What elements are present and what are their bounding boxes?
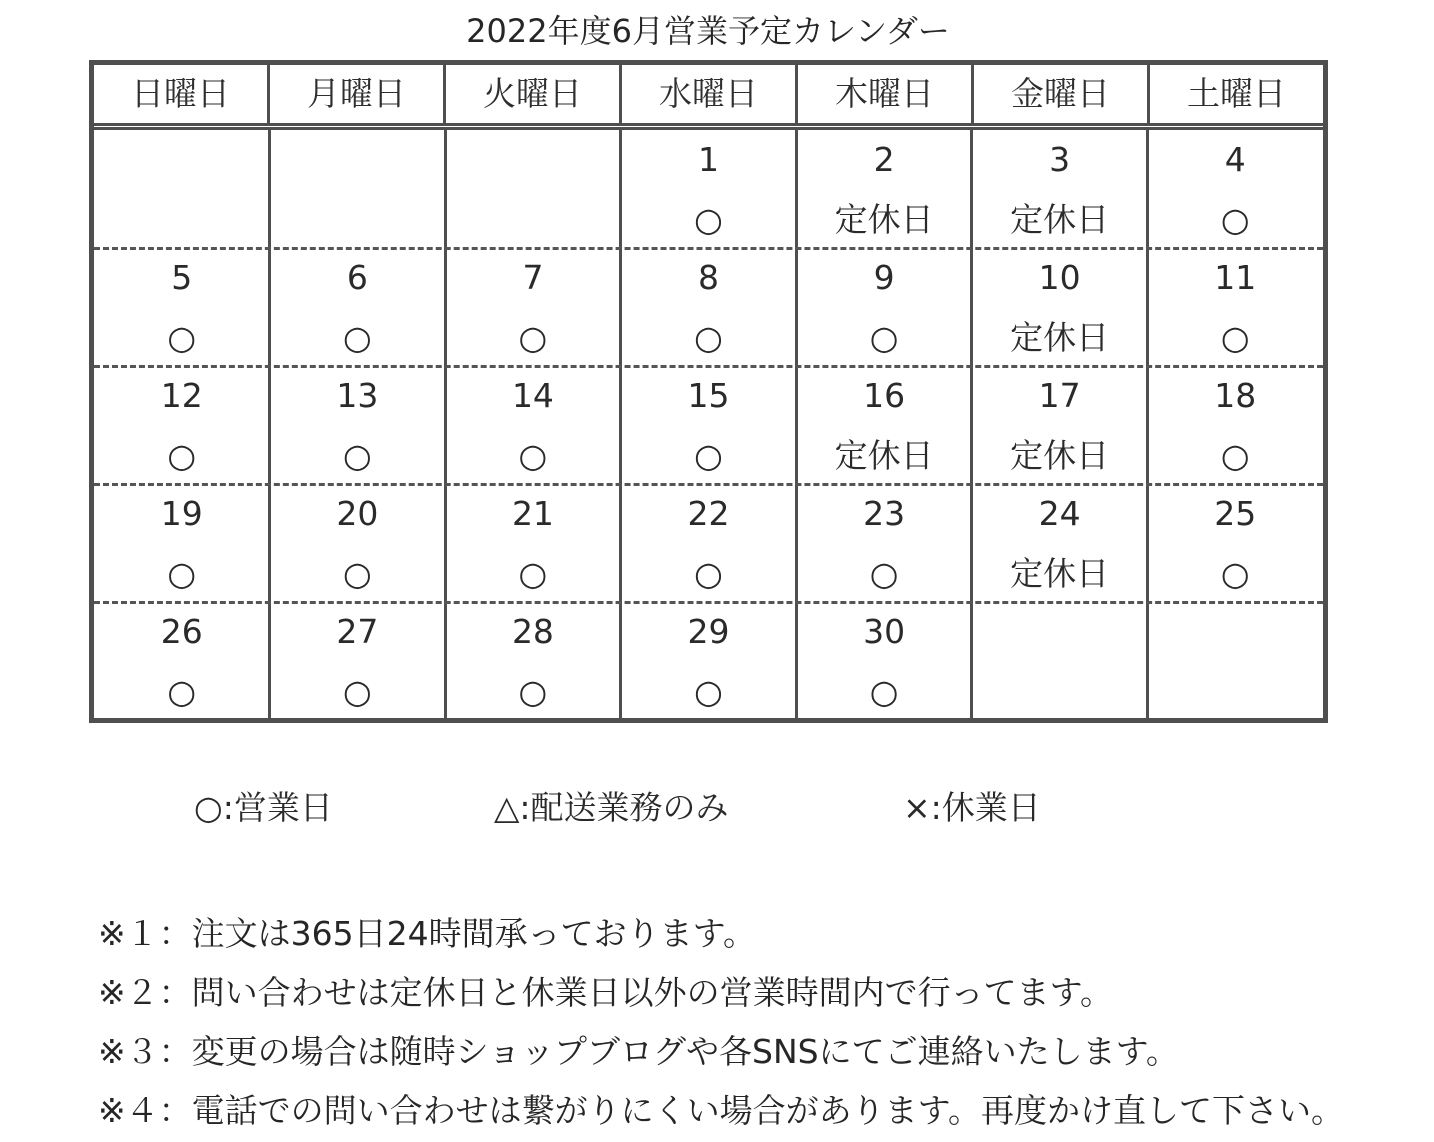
- day-number: 4: [1224, 140, 1246, 179]
- day-status: ○: [167, 436, 197, 475]
- day-status: ○: [342, 318, 372, 357]
- day-number: 30: [863, 612, 906, 651]
- day-number: 28: [511, 612, 554, 651]
- calendar-grid: [94, 130, 1323, 718]
- day-number: 24: [1038, 494, 1081, 533]
- day-cell: [94, 602, 270, 720]
- day-cell: [796, 602, 972, 720]
- day-status: 定休日: [1010, 200, 1110, 239]
- weekday-header-sunday: 日曜日: [94, 65, 270, 123]
- day-status: ○: [694, 200, 723, 239]
- header-double-rule: [94, 123, 1323, 130]
- day-cell: [796, 484, 972, 602]
- day-cell: [445, 130, 621, 248]
- day-status: ○: [167, 318, 197, 357]
- day-status: ○: [342, 436, 372, 475]
- legend-open: ○:営業日: [194, 788, 333, 827]
- day-cell: [1147, 602, 1323, 720]
- day-cell: [94, 366, 270, 484]
- day-number: 11: [1214, 258, 1257, 297]
- week-row: [94, 130, 1323, 248]
- day-status: ○: [694, 554, 723, 593]
- day-cell: [445, 366, 621, 484]
- day-cell: [972, 602, 1148, 720]
- day-status: 定休日: [1010, 436, 1110, 475]
- day-cell: [796, 130, 972, 248]
- day-number: 9: [873, 258, 895, 297]
- weekday-header-friday: 金曜日: [974, 65, 1150, 123]
- day-status: ○: [342, 554, 372, 593]
- day-number: 27: [336, 612, 379, 651]
- weekday-header-wednesday: 水曜日: [622, 65, 798, 123]
- day-status: ○: [342, 672, 372, 711]
- day-cell: [445, 602, 621, 720]
- day-status: ○: [869, 554, 899, 593]
- day-status: ○: [1220, 318, 1250, 357]
- note-item: ※１：注文は365日24時間承っております。: [98, 914, 756, 953]
- day-number: 22: [687, 494, 730, 533]
- day-cell: [621, 248, 797, 366]
- day-status: ○: [518, 672, 548, 711]
- day-cell: [445, 484, 621, 602]
- day-status: ○: [694, 436, 723, 475]
- day-cell: [796, 366, 972, 484]
- week-row: [94, 484, 1323, 602]
- day-cell: [270, 130, 446, 248]
- day-cell: [270, 366, 446, 484]
- day-cell: [972, 248, 1148, 366]
- day-cell: [1147, 366, 1323, 484]
- day-cell: [270, 602, 446, 720]
- day-cell: [972, 484, 1148, 602]
- day-number: 7: [522, 258, 544, 297]
- day-status: 定休日: [1010, 318, 1110, 357]
- weekday-header-saturday: 土曜日: [1187, 74, 1286, 113]
- day-number: 20: [336, 494, 379, 533]
- day-cell: [621, 484, 797, 602]
- page-title: 2022年度6月営業予定カレンダー: [466, 12, 950, 50]
- weekday-header-tuesday: 火曜日: [446, 65, 622, 123]
- day-number: 17: [1038, 376, 1081, 415]
- weekday-header-monday: 月曜日: [270, 65, 446, 123]
- day-cell: [94, 248, 270, 366]
- day-number: 13: [336, 376, 379, 415]
- day-cell: [621, 602, 797, 720]
- day-cell: [94, 484, 270, 602]
- day-number: 10: [1038, 258, 1081, 297]
- day-cell: [445, 248, 621, 366]
- notes-list: [98, 904, 1428, 1140]
- day-status: ○: [167, 672, 197, 711]
- day-cell: [972, 130, 1148, 248]
- day-cell: [1147, 248, 1323, 366]
- day-cell: [972, 366, 1148, 484]
- day-number: 25: [1214, 494, 1257, 533]
- day-number: 14: [511, 376, 554, 415]
- day-status: ○: [518, 554, 548, 593]
- day-number: 5: [171, 258, 193, 297]
- day-number: 21: [511, 494, 554, 533]
- day-number: 19: [160, 494, 203, 533]
- day-number: 16: [863, 376, 906, 415]
- day-number: 18: [1214, 376, 1257, 415]
- day-cell: [796, 248, 972, 366]
- legend-delivery-only: △:配送業務のみ: [494, 788, 729, 827]
- day-status: ○: [518, 318, 548, 357]
- note-item: ※４：電話での問い合わせは繋がりにくい場合があります。再度かけ直して下さい。: [98, 1091, 1345, 1130]
- day-cell: [270, 248, 446, 366]
- day-number: 29: [687, 612, 730, 651]
- note-item: ※２：問い合わせは定休日と休業日以外の営業時間内で行ってます。: [98, 973, 1114, 1012]
- day-number: 12: [160, 376, 203, 415]
- weekday-header-thursday: 木曜日: [798, 65, 974, 123]
- day-status: ○: [518, 436, 548, 475]
- day-status: ○: [869, 318, 899, 357]
- day-number: 26: [160, 612, 203, 651]
- day-cell: [1147, 130, 1323, 248]
- day-status: ○: [1220, 200, 1250, 239]
- day-status: 定休日: [1010, 554, 1110, 593]
- day-status: ○: [167, 554, 197, 593]
- week-row: [94, 248, 1323, 366]
- day-status: 定休日: [834, 200, 934, 239]
- day-number: 1: [698, 140, 720, 179]
- day-cell: [621, 130, 797, 248]
- legend-closed: ×:休業日: [903, 788, 1041, 827]
- day-status: ○: [694, 672, 723, 711]
- day-status: ○: [1220, 554, 1250, 593]
- day-status: ○: [1220, 436, 1250, 475]
- weekday-header-row: [94, 65, 1323, 123]
- week-row: [94, 366, 1323, 484]
- day-number: 3: [1049, 140, 1071, 179]
- calendar-table: [89, 60, 1328, 723]
- day-cell: [1147, 484, 1323, 602]
- day-cell: [270, 484, 446, 602]
- day-number: 6: [346, 258, 368, 297]
- day-status: ○: [694, 318, 723, 357]
- week-row: [94, 602, 1323, 720]
- day-number: 23: [863, 494, 906, 533]
- day-cell: [621, 366, 797, 484]
- day-number: 15: [687, 376, 730, 415]
- day-cell: [94, 130, 270, 248]
- note-item: ※３：変更の場合は随時ショップブログや各SNSにてご連絡いたします。: [98, 1032, 1179, 1071]
- day-status: 定休日: [834, 436, 934, 475]
- day-number: 2: [873, 140, 895, 179]
- day-number: 8: [698, 258, 720, 297]
- day-status: ○: [869, 672, 899, 711]
